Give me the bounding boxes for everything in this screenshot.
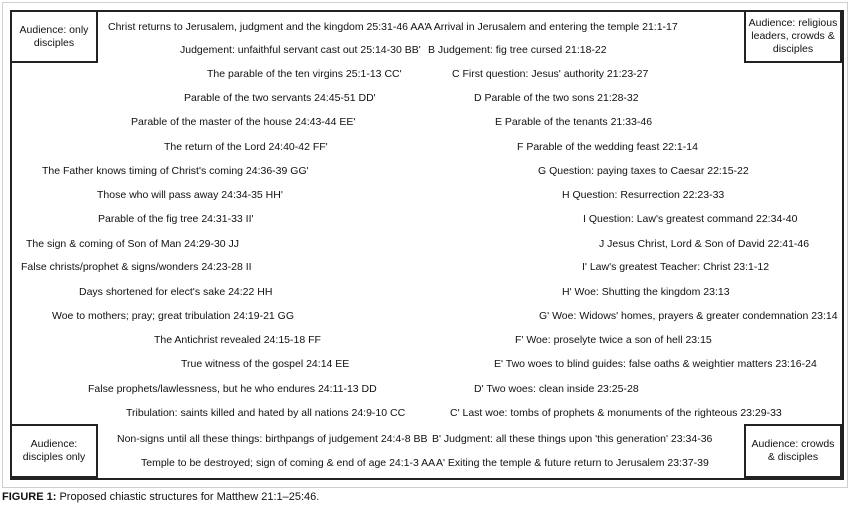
right-chiasm-item: C First question: Jesus' authority 21:23-27 <box>452 68 649 80</box>
left-chiasm-item: The Father knows timing of Christ's coming 24:36-39 GG' <box>42 165 309 177</box>
left-chiasm-item: Christ returns to Jerusalem, judgment and the kingdom 25:31-46 AA' <box>108 21 427 33</box>
right-chiasm-item: H Question: Resurrection 22:23-33 <box>562 189 725 201</box>
right-chiasm-item: C' Last woe: tombs of prophets & monuments of the righteous 23:29-33 <box>450 407 782 419</box>
left-chiasm-item: Parable of the two servants 24:45-51 DD' <box>184 92 376 104</box>
right-chiasm-item: B' Judgment: all these things upon 'this generation' 23:34-36 <box>432 433 713 445</box>
right-chiasm-item: A' Exiting the temple & future return to Jerusalem 23:37-39 <box>436 457 709 469</box>
left-chiasm-item: Woe to mothers; pray; great tribulation 24:19-21 GG <box>52 310 295 322</box>
left-chiasm-item: Non-signs until all these things: birthpangs of judgement 24:4-8 BB <box>117 433 428 445</box>
audience-box-bottom-left: Audience: disciples only <box>10 424 98 478</box>
left-chiasm-item: Judgement: unfaithful servant cast out 25:14-30 BB' <box>180 44 421 56</box>
right-chiasm-item: B Judgement: fig tree cursed 21:18-22 <box>428 44 607 56</box>
left-chiasm-item: False prophets/lawlessness, but he who endures 24:11-13 DD <box>88 383 377 395</box>
left-chiasm-item: Parable of the fig tree 24:31-33 II' <box>98 213 254 225</box>
left-chiasm-item: Those who will pass away 24:34-35 HH' <box>97 189 283 201</box>
right-chiasm-item: G' Woe: Widows' homes, prayers & greater condemnation 23:14 <box>539 310 838 322</box>
left-chiasm-item: True witness of the gospel 24:14 EE <box>181 358 350 370</box>
audience-box-top-left: Audience: only disciples <box>10 10 98 63</box>
left-chiasm-item: The Antichrist revealed 24:15-18 FF <box>154 334 321 346</box>
right-chiasm-item: I' Law's greatest Teacher: Christ 23:1-12 <box>582 261 770 273</box>
right-chiasm-item: A Arrival in Jerusalem and entering the temple 21:1-17 <box>425 21 678 33</box>
left-chiasm-item: Temple to be destroyed; sign of coming & end of age 24:1-3 AA <box>141 457 436 469</box>
right-chiasm-item: E' Two woes to blind guides: false oaths & weightier matters 23:16-24 <box>494 358 817 370</box>
left-chiasm-item: Days shortened for elect's sake 24:22 HH <box>79 286 273 298</box>
audience-box-top-right: Audience: religious leaders, crowds & disciples <box>744 10 842 63</box>
right-chiasm-item: E Parable of the tenants 21:33-46 <box>495 116 653 128</box>
figure-caption <box>2 491 319 503</box>
right-chiasm-item: G Question: paying taxes to Caesar 22:15-22 <box>538 165 749 177</box>
right-chiasm-item: J Jesus Christ, Lord & Son of David 22:41-46 <box>599 238 810 250</box>
audience-box-bottom-right: Audience: crowds & disciples <box>744 424 842 478</box>
right-chiasm-item: D' Two woes: clean inside 23:25-28 <box>474 383 639 395</box>
left-chiasm-item: The return of the Lord 24:40-42 FF' <box>164 141 328 153</box>
right-chiasm-item: I Question: Law's greatest command 22:34-40 <box>583 213 798 225</box>
right-chiasm-item: F Parable of the wedding feast 22:1-14 <box>517 141 698 153</box>
caption-text: Proposed chiastic structures for Matthew 21:1–25:46. <box>56 491 320 503</box>
left-chiasm-item: The parable of the ten virgins 25:1-13 CC' <box>207 68 402 80</box>
left-chiasm-item: Tribulation: saints killed and hated by all nations 24:9-10 CC <box>126 407 406 419</box>
right-chiasm-item: F' Woe: proselyte twice a son of hell 23:15 <box>515 334 712 346</box>
caption-label: FIGURE 1: <box>2 491 57 503</box>
left-chiasm-item: Parable of the master of the house 24:43-44 EE' <box>131 116 356 128</box>
right-chiasm-item: H' Woe: Shutting the kingdom 23:13 <box>562 286 730 298</box>
left-chiasm-item: False christs/prophet & signs/wonders 24:23-28 II <box>21 261 252 273</box>
right-chiasm-item: D Parable of the two sons 21:28-32 <box>474 92 639 104</box>
left-chiasm-item: The sign & coming of Son of Man 24:29-30 JJ <box>26 238 240 250</box>
